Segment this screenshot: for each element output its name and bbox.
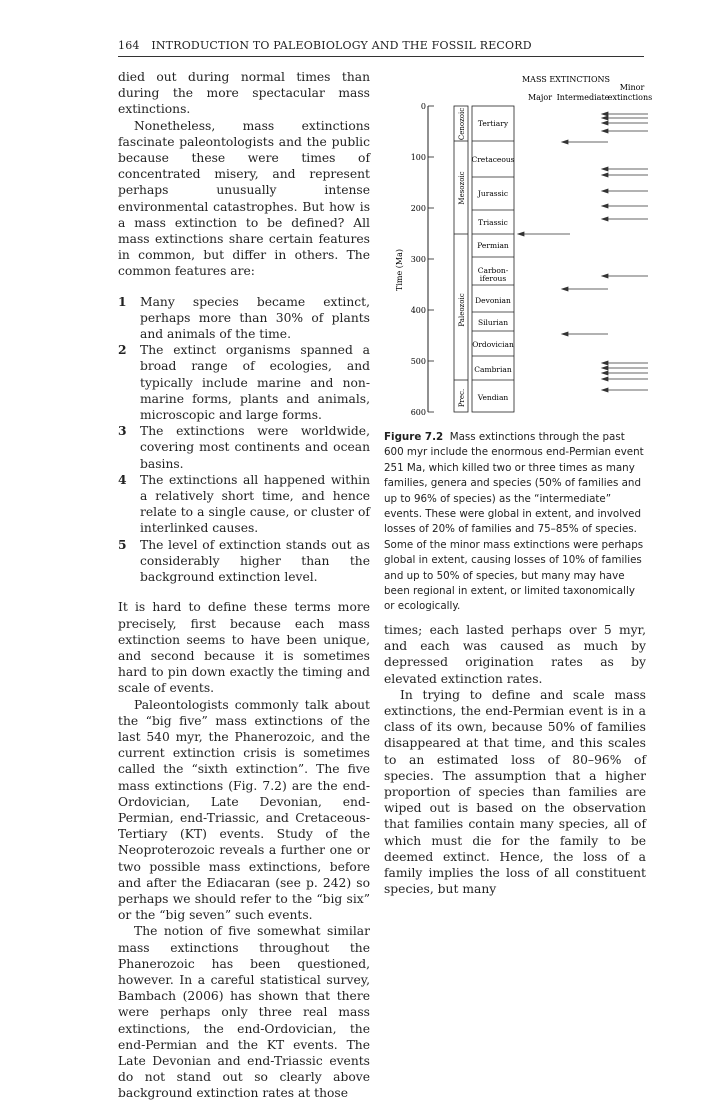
major-label: Major [527, 93, 553, 102]
arrowhead [602, 112, 608, 116]
period-permian: Permian [477, 241, 509, 250]
arrowhead [602, 189, 608, 193]
axis-tick-label: 400 [410, 306, 426, 315]
minor-label-2: extinctions [607, 93, 653, 102]
axis-tick-label: 600 [410, 408, 426, 417]
caption-text: Mass extinctions through the past 600 myr include the enormous end-Permian event 251 Ma, which killed two or three times as many families, genera and species (50% of families and up to 96% of species) as the “intermediate” events. These were global in extent, and involved losses of 20% of families and 75–85% of species. Some of the minor mass extinctions were perhaps global in extent, causing losses of 10% of families and up to 50% of species, but many may have been regional in extent, or limited taxonomically or ecologically. [384, 431, 644, 613]
arrowhead [562, 332, 568, 336]
arrowhead [602, 167, 608, 171]
figure-caption [384, 430, 646, 615]
axis-tick-label: 0 [420, 102, 426, 111]
period-jurassic: Jurassic [477, 189, 509, 198]
minor-label-1: Minor [619, 83, 645, 92]
period-cretaceous: Cretaceous [471, 155, 515, 164]
arrowhead [602, 388, 608, 392]
period-tertiary: Tertiary [477, 119, 509, 128]
list-item: 3 The extinctions were worldwide, covering most continents and ocean basins. [118, 423, 370, 471]
list-item: 4 The extinctions all happened within a relatively short time, and hence relate to a single cause, or cluster of interlinked causes. [118, 471, 370, 536]
arrowhead [602, 129, 608, 133]
page-number: 164 [118, 39, 140, 52]
period-vendian: Vendian [477, 393, 509, 402]
running-title: INTRODUCTION TO PALEOBIOLOGY AND THE FOSSIL RECORD [151, 39, 532, 52]
arrowhead [602, 371, 608, 375]
axis-tick-label: 500 [410, 357, 426, 366]
axis-tick-label: 300 [410, 255, 426, 264]
period-carboniferous-1: Carbon- [477, 266, 509, 275]
arrowhead [602, 361, 608, 365]
period-ordovician: Ordovician [472, 340, 514, 349]
intermediate-label: Intermediate [556, 93, 610, 102]
arrowhead [518, 232, 524, 236]
axis-tick-label: 200 [410, 204, 426, 213]
arrowhead [602, 173, 608, 177]
axis-tick-label: 100 [410, 153, 426, 162]
arrowhead [602, 217, 608, 221]
arrowhead [562, 287, 568, 291]
paragraph: It is hard to define these terms more precisely, first because each mass extinction seems to have been unique, and second because it is sometimes hard to pin down exactly the timing and scale of events. [118, 600, 370, 696]
arrowhead [602, 274, 608, 278]
arrowhead [602, 377, 608, 381]
period-cambrian: Cambrian [474, 365, 512, 374]
paragraph: times; each lasted perhaps over 5 myr, and each was caused as much by depressed origination rates as by elevated extinction rates. [384, 623, 646, 686]
period-silurian: Silurian [477, 318, 509, 327]
paragraph: The notion of five somewhat similar mass extinctions throughout the Phanerozoic has been questioned, however. In a careful statistical survey, Bambach (2006) has shown that there were perhaps only three real mass extinctions, the end-Ordovician, the end-Permian and the KT events. The Late Devonian and end-Triassic events do not stand out so clearly above background extinction rates at those [118, 924, 370, 1101]
running-header [118, 39, 644, 57]
figure-title: MASS EXTINCTIONS [521, 75, 611, 84]
feature-list [118, 294, 370, 586]
era-mesozoic: Mesozoic [458, 171, 466, 205]
period-carboniferous-2: iferous [479, 274, 507, 283]
right-column [384, 622, 646, 897]
list-item: 2 The extinct organisms spanned a broad range of ecologies, and typically include marine and non-marine forms, plants and animals, microscopic and large forms. [118, 342, 370, 423]
arrowhead [562, 140, 568, 144]
left-column [118, 69, 370, 1102]
arrowhead [602, 366, 608, 370]
period-triassic: Triassic [478, 218, 508, 227]
paragraph: Nonetheless, mass extinctions fascinate paleontologists and the public because these were times of concentrated misery, and represent perhaps unusually intense environmental catastrophes. But how is a mass extinction to be defined? All mass extinctions share certain features in common, but differ in others. The common features are: [118, 118, 370, 279]
arrowhead [602, 204, 608, 208]
axis-label: Time (Ma) [395, 249, 404, 291]
figure-7-2 [380, 70, 660, 430]
paragraph: In trying to define and scale mass extinctions, the end-Permian event is in a class of its own, because 50% of families disappeared at that time, and this scales to an estimated loss of 80–96% of species. The assumption that a higher proportion of species than families are wiped out is based on the observation that families contain many species, all of which must die for the family to be deemed extinct. Hence, the loss of a family implies the loss of all constituent species, but many [384, 687, 646, 897]
list-item: 1 Many species became extinct, perhaps more than 30% of plants and animals of the time. [118, 293, 370, 342]
caption-label: Figure 7.2 [384, 431, 444, 443]
list-item: 5 The level of extinction stands out as considerably higher than the background extinction level. [118, 536, 370, 585]
arrowhead [602, 121, 608, 125]
period-devonian: Devonian [475, 296, 511, 305]
paragraph: died out during normal times than during the more spectacular mass extinctions. [118, 70, 370, 117]
era-precambrian: Prec. [458, 388, 466, 408]
paragraph: Paleontologists commonly talk about the “big five” mass extinctions of the last 540 myr, the Phanerozoic, and the current extinction crisis is sometimes called the “sixth extinction”. The five mass extinctions (Fig. 7.2) are the end-Ordovician, Late Devonian, end-Permian, end-Triassic, and Cretaceous-Tertiary (KT) events. Study of the Neoproterozoic reveals a further one or two possible mass extinctions, before and after the Ediacaran (see p. 242) so perhaps we should refer to the “big six” or the “big seven” such events. [118, 697, 370, 923]
era-cenozoic: Cenozoic [458, 107, 466, 141]
arrowhead [602, 116, 608, 120]
era-paleozoic: Paleozoic [458, 293, 466, 327]
